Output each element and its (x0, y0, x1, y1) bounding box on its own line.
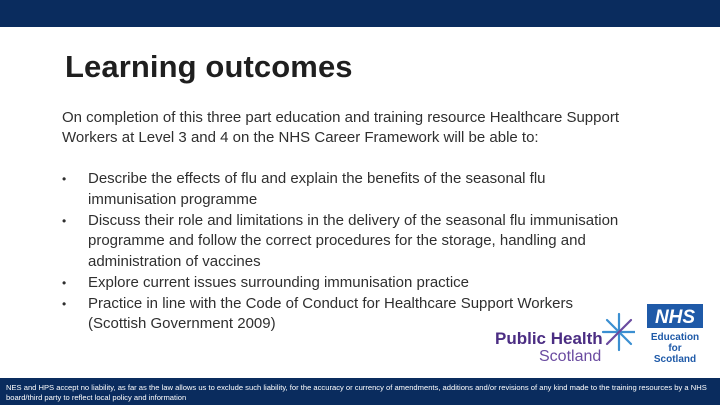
nhs-logo-line3: Scotland (653, 354, 697, 365)
nhs-logo-line1: Education (650, 332, 700, 343)
list-item-text: Practice in line with the Code of Conduct for Healthcare Support Workers (Scottish Government 2009) (88, 294, 573, 332)
top-banner (0, 0, 720, 27)
public-health-scotland-logo (493, 312, 635, 366)
phs-logo-line1: Public Health (495, 329, 603, 348)
star-icon (603, 314, 635, 350)
slide-title: Learning outcomes (65, 49, 353, 84)
bullet-icon: • (62, 172, 67, 186)
bullet-icon: • (62, 213, 67, 228)
nhs-mark: NHS (654, 307, 696, 328)
bullet-icon: • (62, 296, 67, 311)
bullet-icon: • (62, 275, 67, 290)
footer-disclaimer-text: NES and HPS accept no liability, as far as the law allows us to exclude such liability, for the accuracy or currency of amendments, additions and/or revisions of any kind made to the training resources by a NHS board/third party to reflect local policy and information (6, 383, 707, 402)
list-item-text: Describe the effects of flu and explain the benefits of the seasonal flu immunisation programme (88, 170, 546, 208)
phs-logo-line2: Scotland (539, 348, 602, 365)
intro-text: On completion of this three part education and training resource Healthcare Support Workers at Level 3 and 4 on the NHS Career Framework will be able to: (62, 109, 619, 146)
footer-disclaimer (0, 378, 720, 405)
nhs-education-for-scotland-logo (645, 304, 705, 366)
list-item-text: Explore current issues surrounding immunisation practice (88, 273, 470, 291)
outcomes-list (62, 169, 622, 335)
nhs-logo-line2: for (668, 343, 682, 354)
list-item-text: Discuss their role and limitations in the delivery of the seasonal flu immunisation programme and follow the correct procedures for the storage, handling and administration of vaccines (88, 211, 619, 270)
list-item (62, 273, 622, 294)
list-item (62, 169, 622, 210)
list-item (62, 211, 622, 273)
